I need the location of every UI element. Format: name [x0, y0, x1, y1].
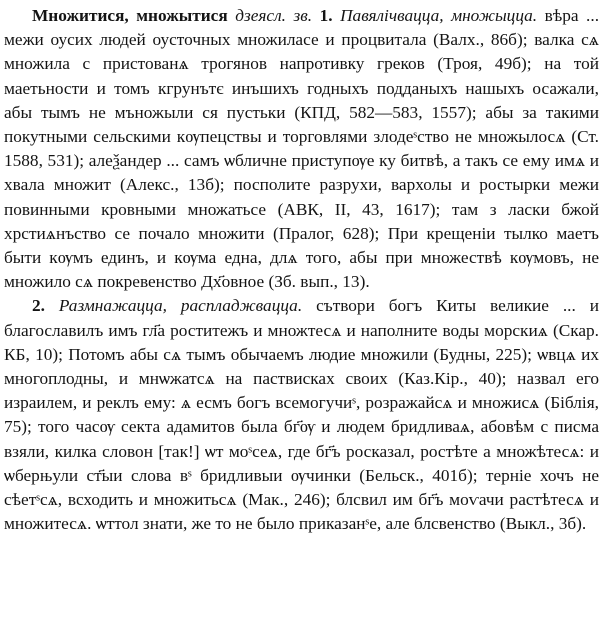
dictionary-entry-sense-1 — [4, 4, 599, 294]
sense-number: 1. — [319, 6, 333, 25]
sense-gloss: Павялічвацца, множыцца. — [340, 6, 538, 25]
dictionary-entry-sense-2 — [4, 294, 599, 536]
headword: Множитися, множытися — [32, 6, 228, 25]
grammar-label: дзеясл. зв. — [235, 6, 313, 25]
sense-number: 2. — [32, 296, 45, 316]
sense-gloss: Размнажацца, распладжвацца. — [58, 296, 303, 316]
sense-citations: сътвори богъ Киты великие ... и благославилъ имъ гл҃а роститежъ и множтесѧ и наполните воды морскиѧ (Скар. КБ, 10); Потомъ абы сѧ тымъ обычаемъ людие множили (Будны, 225); ѡвцѧ их многоплодны, и мнѡжатсѧ на паствисках своих (Каз.Кір., 40); назвал его израилем, и реклъ ему: ѧ есмъ богъ всемогучиˢ, розражайсѧ и множисѧ (Біблія, 75); того часѹ секта адамитов была бг҃ѹ и людем бридливаѧ, абовѣм с писма взяли, килка словон [так!] ѡт моˢсеѧ, где бг҃ъ росказал, ростѣте а множѣтесѧ: и ѡберњули ст҃ыи слова вˢ бридливыи ѹчинки (Бельск., 401б); терніе хочъ не сѣетˢсѧ, всходить и множитьсѧ (Мак., 246); блсвил им бг҃ъ моѵачи растѣтесѧ и множитесѧ. ѡттол знати, же то не было приказанˢе, але блсвенство (Выкл., 3б). — [4, 296, 599, 534]
sense-citations: вѣра ... межи оусих людей оусточных множиласе и процвитала (Валх., 86б); валка сѧ множила с пристованѧ трогянов напротивку греков (Троя, 49б); на той маетьности и томъ кгрунътє инъшихъ годныхъ подданыхъ нашыхъ осажали, абы тымъ не мъножыли ся пустьки (КПД, 582—583, 1557); абы за такими покутными сельскими кѹпецствы и торговлями злодеˢство не множылосѧ (Ст. 1588, 531); алеѯандер ... самъ ѡбличне приступѹе ку битвѣ, а такъ се ему имѧ и хвала множит (Алекс., 13б); посполите разрухи, вархолы и ростырки межи повинными кровными множатьсе (АВК, II, 43, 1617); там з ласки бжой хрстиѧнъство се почало множити (Пралог, 628); При крещеніи тылко маетъ быти кѹмъ единъ, и кѹма една, длѧ того, абы при множествѣ кѹмовъ, не множило сѧ покревенство Дх҃овное (Зб. вып., 13). — [4, 6, 600, 292]
